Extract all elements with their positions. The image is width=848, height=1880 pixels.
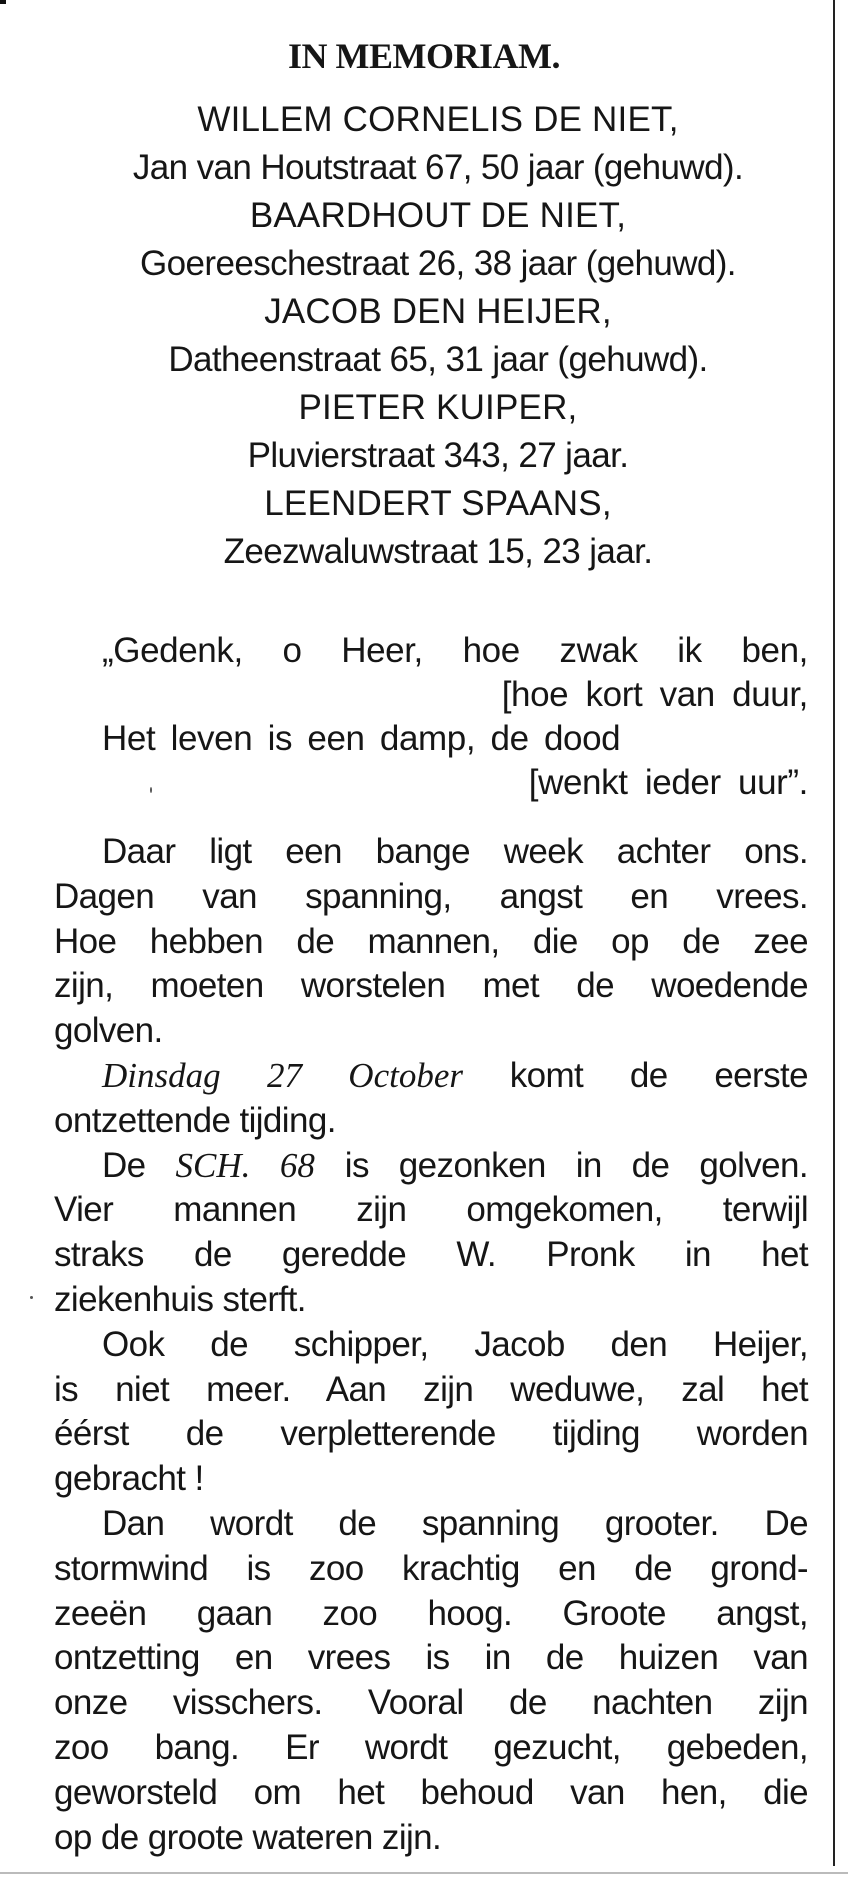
paragraph-line	[54, 1188, 808, 1233]
victim-name: JACOB DEN HEIJER,	[264, 292, 612, 331]
scan-mark	[0, 0, 6, 4]
paragraph-line	[54, 1681, 808, 1726]
paragraph-line	[54, 1099, 808, 1144]
paragraph-line	[54, 1592, 808, 1637]
text-segment: gebracht !	[54, 1459, 204, 1499]
text-segment: geworsteld om het behoud van hen, die	[54, 1772, 808, 1812]
paragraph-line	[54, 875, 808, 920]
paragraph-line	[54, 920, 808, 965]
text-segment: ontzettende tijding.	[54, 1100, 336, 1140]
text-segment: Hoe hebben de mannen, die op de zee	[54, 921, 808, 961]
victim-details: Zeezwaluwstraat 15, 23 jaar.	[223, 532, 653, 571]
victim-name: WILLEM CORNELIS DE NIET,	[197, 100, 679, 139]
text-segment: is niet meer. Aan zijn weduwe, zal het	[54, 1369, 808, 1409]
scan-speck	[30, 1296, 33, 1299]
italic-text: SCH. 68	[175, 1145, 315, 1185]
text-segment: zoo bang. Er wordt gezucht, gebeden,	[54, 1727, 808, 1767]
text-segment: golven.	[54, 1011, 163, 1051]
paragraph-line	[54, 1278, 808, 1323]
text-segment: straks de geredde W. Pronk in het	[54, 1235, 808, 1275]
text-segment: Ook de schipper, Jacob den Heijer,	[102, 1324, 808, 1364]
victim-details: Jan van Houtstraat 67, 50 jaar (gehuwd).	[132, 148, 744, 187]
italic-text: Dinsdag 27 October	[102, 1055, 463, 1095]
paragraph-line	[54, 1502, 808, 1547]
bottom-rule	[0, 1872, 848, 1874]
victim-name: BAARDHOUT DE NIET,	[249, 196, 627, 235]
article-body	[54, 830, 808, 1860]
victims-list	[50, 96, 826, 576]
text-segment: ziekenhuis sterft.	[54, 1279, 306, 1319]
column-rule	[833, 0, 835, 1866]
text-segment: Daar ligt een bange week achter ons.	[102, 832, 808, 871]
text-segment: onze visschers. Vooral de nachten zijn	[54, 1683, 808, 1723]
poem-line-continuation: [wenkt ieder uur”.	[528, 763, 808, 802]
paragraph-line	[54, 1144, 808, 1189]
text-segment: Vier mannen zijn omgekomen, terwijl	[54, 1190, 808, 1230]
paragraph-line	[54, 1054, 808, 1099]
poem-line: Het leven is een damp, de dood	[102, 719, 621, 758]
text-segment: Dagen van spanning, angst en vrees.	[54, 876, 808, 916]
poem-line-continuation: [hoe kort van duur,	[501, 675, 808, 714]
text-segment: De	[102, 1145, 176, 1185]
victim-details: Datheenstraat 65, 31 jaar (gehuwd).	[168, 340, 708, 379]
paragraph-line	[54, 1323, 808, 1368]
victim-name: PIETER KUIPER,	[298, 388, 578, 427]
text-segment: zeeën gaan zoo hoog. Groote angst,	[54, 1593, 808, 1633]
paragraph-line	[54, 1547, 808, 1592]
paragraph-line	[54, 830, 808, 875]
paragraph-line	[54, 1412, 808, 1457]
text-segment: komt de eerste	[463, 1055, 808, 1095]
poem-quote	[102, 629, 808, 805]
paragraph-line	[54, 1771, 808, 1816]
poem-line: „Gedenk, o Heer, hoe zwak ik ben,	[102, 631, 808, 670]
paragraph-line	[54, 964, 808, 1009]
text-segment: stormwind is zoo krachtig en de grond-	[54, 1548, 808, 1588]
paragraph-line	[54, 1636, 808, 1681]
paragraph-line	[54, 1368, 808, 1413]
text-segment: op de groote wateren zijn.	[54, 1817, 442, 1857]
text-segment: ontzetting en vrees is in de huizen van	[54, 1638, 808, 1678]
text-segment: éérst de verpletterende tijding worden	[54, 1414, 808, 1454]
paragraph-line	[54, 1816, 808, 1861]
article-title: IN MEMORIAM.	[288, 36, 560, 76]
paragraph-line	[54, 1233, 808, 1278]
text-segment: is gezonken in de golven.	[314, 1145, 808, 1185]
text-segment: Dan wordt de spanning grooter. De	[102, 1503, 808, 1543]
paragraph-line	[54, 1726, 808, 1771]
paragraph-line	[54, 1457, 808, 1502]
text-segment: zijn, moeten worstelen met de woedende	[54, 966, 808, 1006]
victim-details: Pluvierstraat 343, 27 jaar.	[247, 436, 629, 475]
victim-details: Goereeschestraat 26, 38 jaar (gehuwd).	[140, 244, 736, 283]
paragraph-line	[54, 1009, 808, 1054]
victim-name: LEENDERT SPAANS,	[264, 484, 612, 523]
